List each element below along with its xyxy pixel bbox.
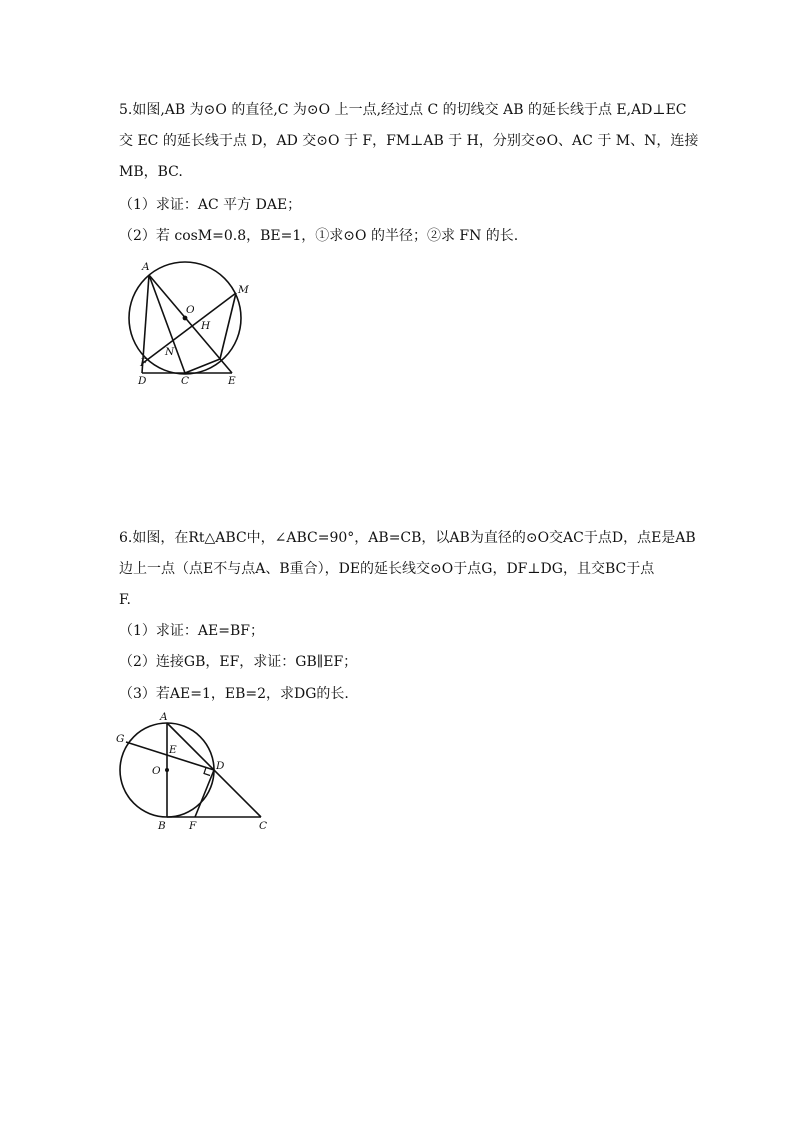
p5-line-3: MB，BC. bbox=[119, 164, 183, 180]
p6-figure bbox=[112, 711, 277, 834]
p6-label-E: E bbox=[169, 744, 177, 756]
p6-line-1: 6.如图，在Rt△ABC中，∠ABC=90°，AB=CB，以AB为直径的⊙O交AC于点D，点E是AB bbox=[119, 530, 696, 546]
p5-label-A: A bbox=[142, 261, 150, 273]
p6-seg-DF bbox=[195, 770, 214, 817]
p5-part-1: （1）求证：AC 平方 DAE； bbox=[119, 197, 302, 213]
p6-label-D: D bbox=[216, 760, 225, 772]
p6-label-B: B bbox=[158, 820, 166, 832]
p5-label-N: N bbox=[165, 346, 175, 358]
p6-line-2: 边上一点（点E不与点A、B重合），DE的延长线交⊙O于点G，DF⊥DG，且交BC于点 bbox=[119, 561, 655, 577]
p5-line-2: 交 EC 的延长线于点 D，AD 交⊙O 于 F，FM⊥AB 于 H，分别交⊙O、AC 于 M、N，连接 bbox=[119, 133, 699, 149]
p5-label-C: C bbox=[181, 375, 190, 387]
p5-center-dot bbox=[183, 316, 188, 321]
p6-label-O: O bbox=[152, 765, 161, 777]
p5-label-O: O bbox=[186, 304, 195, 316]
p5-label-E: E bbox=[228, 375, 236, 387]
p6-label-F: F bbox=[189, 820, 197, 832]
p5-label-D: D bbox=[138, 375, 147, 387]
p6-center-dot bbox=[165, 768, 169, 772]
p6-line-3: F. bbox=[119, 592, 131, 608]
p6-label-G: G bbox=[116, 733, 125, 745]
p6-label-C: C bbox=[259, 820, 268, 832]
p6-part-3: （3）若AE=1，EB=2，求DG的长. bbox=[119, 686, 349, 702]
p5-label-F: F bbox=[140, 357, 148, 369]
p6-label-A: A bbox=[160, 711, 168, 723]
p5-part-2: （2）若 cosM=0.8，BE=1，①求⊙O 的半径；②求 FN 的长. bbox=[119, 228, 519, 244]
p5-label-M: M bbox=[238, 284, 249, 296]
p5-figure bbox=[120, 255, 260, 390]
p6-part-1: （1）求证：AE=BF； bbox=[119, 623, 264, 639]
p6-part-2: （2）连接GB，EF，求证：GB∥EF； bbox=[119, 654, 358, 670]
p5-seg-AC bbox=[149, 275, 185, 373]
p5-label-H: H bbox=[201, 320, 211, 332]
p5-line-1: 5.如图,AB 为⊙O 的直径,C 为⊙O 上一点,经过点 C 的切线交 AB 的延长线于点 E,AD⊥EC bbox=[119, 102, 687, 118]
